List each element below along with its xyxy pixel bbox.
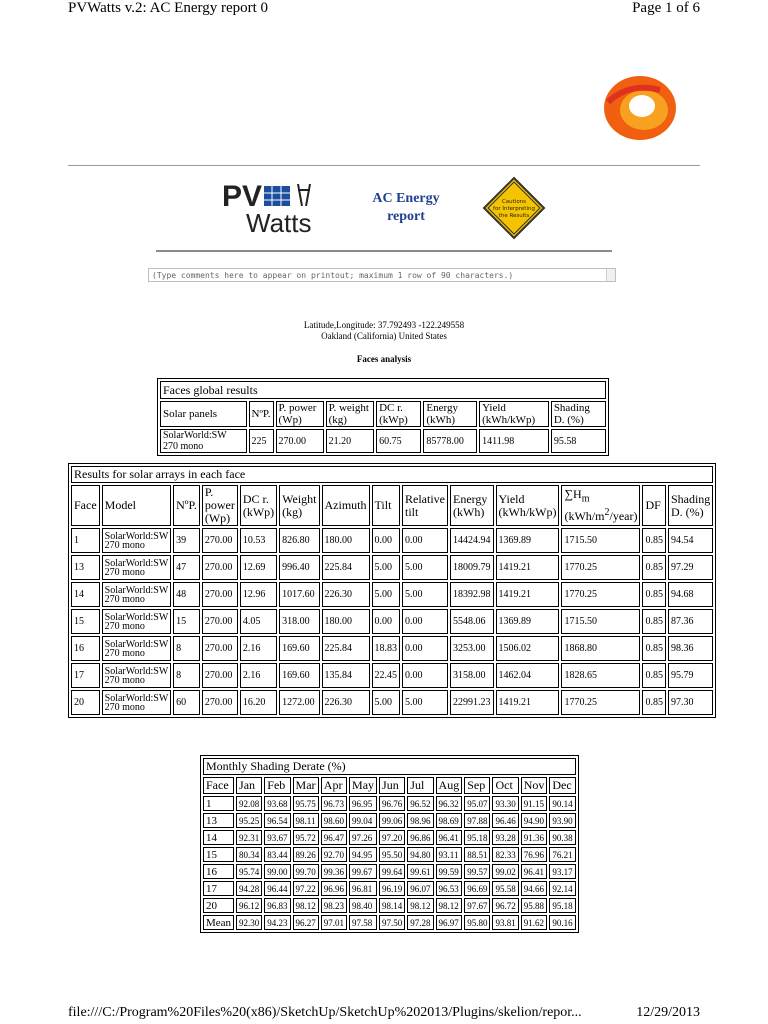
table-cell: 16 <box>71 636 100 661</box>
table-cell: 88.51 <box>464 847 490 862</box>
table-cell: 96.95 <box>349 796 377 811</box>
table-cell: 97.22 <box>293 881 319 896</box>
table-cell: 16.20 <box>240 690 277 715</box>
header-cell: Jul <box>407 777 433 794</box>
comments-placeholder: (Type comments here to appear on printout; maximum 1 row of 90 characters.) <box>152 271 514 280</box>
table-row <box>71 690 713 715</box>
header-cell: P. power (Wp) <box>276 401 324 427</box>
table-cell: 94.95 <box>349 847 377 862</box>
table-cell: 98.96 <box>407 813 433 828</box>
table-cell: 98.12 <box>436 898 463 913</box>
table-cell: 226.30 <box>322 582 370 607</box>
table-cell: 98.40 <box>349 898 377 913</box>
table-cell: 20 <box>71 690 100 715</box>
table-cell: 0.00 <box>402 636 448 661</box>
table-cell: 225.84 <box>322 555 370 580</box>
table-cell: 95.88 <box>521 898 548 913</box>
table-cell: 2.16 <box>240 636 277 661</box>
header-cell: Face <box>203 777 234 794</box>
table-cell: 97.26 <box>349 830 377 845</box>
table-cell: 1411.98 <box>479 429 549 453</box>
table-cell: 96.83 <box>264 898 290 913</box>
table-cell: 90.16 <box>549 915 575 930</box>
header-cell: NºP. <box>173 485 200 526</box>
table-cell: 96.19 <box>379 881 405 896</box>
table-cell: 270.00 <box>202 636 238 661</box>
svg-text:Cautions: Cautions <box>501 199 527 205</box>
table-cell: 97.28 <box>407 915 433 930</box>
table-cell: 3253.00 <box>450 636 494 661</box>
table-cell: 96.73 <box>321 796 347 811</box>
file-path: file:///C:/Program%20Files%20(x86)/SketchUp/SketchUp%202013/Plugins/skelion/repor... <box>68 1005 582 1020</box>
table-cell: 0.00 <box>372 609 401 634</box>
table-cell: 92.70 <box>321 847 347 862</box>
header-cell: Jun <box>379 777 405 794</box>
table-cell: 94.28 <box>236 881 262 896</box>
document-title: PVWatts v.2: AC Energy report 0 <box>68 0 269 16</box>
superscript: 2 <box>604 506 610 518</box>
table-cell: 82.33 <box>492 847 518 862</box>
unit-text: (kWh/m <box>564 508 605 523</box>
monthly-shading-table <box>200 755 579 933</box>
table-cell: 96.72 <box>492 898 518 913</box>
table-cell: 96.46 <box>492 813 518 828</box>
table-cell: 95.79 <box>668 663 713 688</box>
table-cell: 270.00 <box>202 609 238 634</box>
header-cell: DC r. (kWp) <box>240 485 277 526</box>
table-cell: 94.80 <box>407 847 433 862</box>
row-label: Mean <box>203 915 234 930</box>
table-cell: 0.85 <box>642 663 666 688</box>
table-cell: 95.18 <box>464 830 490 845</box>
table-cell: 270.00 <box>202 663 238 688</box>
table-cell: 270.00 <box>202 582 238 607</box>
table-cell: 0.00 <box>402 528 448 553</box>
table-cell: 99.04 <box>349 813 377 828</box>
table-cell: 95.58 <box>492 881 518 896</box>
table-cell: 5.00 <box>372 582 401 607</box>
header-cell: Yield (kWh/kWp) <box>496 485 560 526</box>
table-cell: 169.60 <box>279 636 319 661</box>
table-row <box>71 555 713 580</box>
header-cell: Tilt <box>372 485 401 526</box>
table-cell: 96.32 <box>436 796 463 811</box>
model-cell: SolarWorld:SW 270 mono <box>102 609 171 634</box>
table-cell: 95.74 <box>236 864 262 879</box>
table-cell: 95.18 <box>549 898 575 913</box>
table-cell: 95.72 <box>293 830 319 845</box>
table-cell: 99.00 <box>264 864 290 879</box>
row-label: 16 <box>203 864 234 879</box>
svg-text:PV: PV <box>222 180 263 213</box>
table-cell: 1715.50 <box>561 609 640 634</box>
table-cell: 99.06 <box>379 813 405 828</box>
table-cell: 18392.98 <box>450 582 494 607</box>
top-divider <box>68 165 700 166</box>
sum-symbol: ∑H <box>564 487 582 502</box>
table-cell: 98.11 <box>293 813 319 828</box>
table-cell: 83.44 <box>264 847 290 862</box>
middle-divider <box>156 250 612 252</box>
table-cell: 96.44 <box>264 881 290 896</box>
model-cell: SolarWorld:SW 270 mono <box>102 690 171 715</box>
table-cell: 94.90 <box>521 813 548 828</box>
table-cell: 225 <box>249 429 274 453</box>
header-cell: P. weight (kg) <box>326 401 375 427</box>
table-cell: 96.86 <box>407 830 433 845</box>
table-cell: 1770.25 <box>561 690 640 715</box>
table-cell: 1272.00 <box>279 690 319 715</box>
table-cell: 93.30 <box>492 796 518 811</box>
table-cell: 12.69 <box>240 555 277 580</box>
location-name: Oakland (California) United States <box>321 331 447 341</box>
table-cell: 89.26 <box>293 847 319 862</box>
table-row <box>203 881 576 896</box>
header-cell: Jan <box>236 777 262 794</box>
header-cell: NºP. <box>249 401 274 427</box>
row-label: 20 <box>203 898 234 913</box>
header-cell: Energy (kWh) <box>423 401 477 427</box>
table-cell: 0.85 <box>642 582 666 607</box>
table-row <box>203 813 576 828</box>
header-cell: Solar panels <box>160 401 247 427</box>
coordinates: Latitude,Longitude: 37.792493 -122.249558 <box>303 320 465 330</box>
table-cell: 97.01 <box>321 915 347 930</box>
table-cell: 826.80 <box>279 528 319 553</box>
table-cell: 3158.00 <box>450 663 494 688</box>
table-cell: 91.36 <box>521 830 548 845</box>
table-row <box>203 915 576 930</box>
table-cell: 96.97 <box>436 915 463 930</box>
table-cell: 97.58 <box>349 915 377 930</box>
model-cell: SolarWorld:SW 270 mono <box>102 555 171 580</box>
subscript: m <box>581 493 590 505</box>
header-cell: P. power (Wp) <box>202 485 238 526</box>
table-cell: 99.64 <box>379 864 405 879</box>
table-cell: 96.52 <box>407 796 433 811</box>
table-cell: 95.50 <box>379 847 405 862</box>
table-cell: 5.00 <box>402 582 448 607</box>
table-cell: 10.53 <box>240 528 277 553</box>
svg-text:the Results: the Results <box>498 213 530 219</box>
table-cell: 98.12 <box>293 898 319 913</box>
table-cell: 225.84 <box>322 636 370 661</box>
header-row <box>203 777 576 794</box>
table-cell: 1419.21 <box>496 582 560 607</box>
header-cell: DC r. (kWp) <box>376 401 421 427</box>
table-cell: 97.67 <box>464 898 490 913</box>
model-cell: SolarWorld:SW 270 mono <box>102 582 171 607</box>
table-cell: 318.00 <box>279 609 319 634</box>
table-cell: 270.00 <box>276 429 324 453</box>
table-cell: 1828.65 <box>561 663 640 688</box>
header-cell: Yield (kWh/kWp) <box>479 401 549 427</box>
table-cell: 98.23 <box>321 898 347 913</box>
table-cell: 91.62 <box>521 915 548 930</box>
table-cell: 15 <box>173 609 200 634</box>
table-cell: 92.31 <box>236 830 262 845</box>
comments-input[interactable] <box>148 268 616 282</box>
global-results-table <box>157 378 609 456</box>
table-cell: 8 <box>173 663 200 688</box>
row-label: 17 <box>203 881 234 896</box>
section-heading: Faces analysis <box>356 354 412 364</box>
table-cell: 94.66 <box>521 881 548 896</box>
table-cell: 96.69 <box>464 881 490 896</box>
table-cell: 96.41 <box>436 830 463 845</box>
row-label: 15 <box>203 847 234 862</box>
header-cell: Face <box>71 485 100 526</box>
table-row <box>71 528 713 553</box>
table-cell: 93.68 <box>264 796 290 811</box>
header-cell: Weight (kg) <box>279 485 319 526</box>
header-cell: Mar <box>293 777 319 794</box>
table-row <box>71 636 713 661</box>
table-cell: 90.14 <box>549 796 575 811</box>
table-cell: 2.16 <box>240 663 277 688</box>
table-cell: 270.00 <box>202 528 238 553</box>
header-cell-irradiation <box>561 485 640 526</box>
report-title: AC Energy report <box>372 191 440 224</box>
table-cell: 97.88 <box>464 813 490 828</box>
table-cell: 4.05 <box>240 609 277 634</box>
table-cell: 98.60 <box>321 813 347 828</box>
print-date: 12/29/2013 <box>636 1005 700 1020</box>
table-cell: 85778.00 <box>423 429 477 453</box>
header-cell: Feb <box>264 777 290 794</box>
table-cell: 96.81 <box>349 881 377 896</box>
table-cell: 97.20 <box>379 830 405 845</box>
table-row <box>203 830 576 845</box>
table-cell: 270.00 <box>202 690 238 715</box>
table-cell: 5548.06 <box>450 609 494 634</box>
table-cell: 1770.25 <box>561 555 640 580</box>
table-cell: SolarWorld:SW 270 mono <box>160 429 247 453</box>
table-cell: 15 <box>71 609 100 634</box>
table-cell: 96.76 <box>379 796 405 811</box>
table-cell: 180.00 <box>322 528 370 553</box>
header-cell: Shading D. (%) <box>551 401 606 427</box>
table-cell: 98.69 <box>436 813 463 828</box>
header-cell: DF <box>642 485 666 526</box>
table-cell: 18009.79 <box>450 555 494 580</box>
table-cell: 0.85 <box>642 636 666 661</box>
table-cell: 99.02 <box>492 864 518 879</box>
table-cell: 47 <box>173 555 200 580</box>
table-cell: 996.40 <box>279 555 319 580</box>
table-cell: 93.17 <box>549 864 575 879</box>
header-cell: Model <box>102 485 171 526</box>
table-cell: 93.81 <box>492 915 518 930</box>
table-cell: 95.80 <box>464 915 490 930</box>
table-cell: 48 <box>173 582 200 607</box>
table-cell: 1017.60 <box>279 582 319 607</box>
header-cell: May <box>349 777 377 794</box>
table-cell: 93.67 <box>264 830 290 845</box>
table-row <box>203 847 576 862</box>
table-cell: 180.00 <box>322 609 370 634</box>
table-cell: 95.07 <box>464 796 490 811</box>
table-cell: 1369.89 <box>496 528 560 553</box>
table-cell: 92.14 <box>549 881 575 896</box>
header-cell: Shading D. (%) <box>668 485 713 526</box>
table-row <box>71 582 713 607</box>
table-caption: Results for solar arrays in each face <box>71 466 713 483</box>
table-cell: 1419.21 <box>496 690 560 715</box>
table-cell: 99.70 <box>293 864 319 879</box>
table-cell: 169.60 <box>279 663 319 688</box>
table-cell: 87.36 <box>668 609 713 634</box>
model-cell: SolarWorld:SW 270 mono <box>102 663 171 688</box>
table-cell: 99.67 <box>349 864 377 879</box>
table-cell: 14 <box>71 582 100 607</box>
table-cell: 91.15 <box>521 796 548 811</box>
table-cell: 98.36 <box>668 636 713 661</box>
table-cell: 90.38 <box>549 830 575 845</box>
table-cell: 13 <box>71 555 100 580</box>
table-cell: 94.54 <box>668 528 713 553</box>
header-cell: Energy (kWh) <box>450 485 494 526</box>
table-cell: 80.34 <box>236 847 262 862</box>
table-cell: 96.27 <box>293 915 319 930</box>
table-cell: 76.21 <box>549 847 575 862</box>
row-label: 13 <box>203 813 234 828</box>
table-cell: 226.30 <box>322 690 370 715</box>
table-cell: 8 <box>173 636 200 661</box>
table-cell: 39 <box>173 528 200 553</box>
table-cell: 94.23 <box>264 915 290 930</box>
table-cell: 5.00 <box>402 690 448 715</box>
table-cell: 97.30 <box>668 690 713 715</box>
table-cell: 96.53 <box>436 881 463 896</box>
row-label: 14 <box>203 830 234 845</box>
model-cell: SolarWorld:SW 270 mono <box>102 528 171 553</box>
table-cell: 0.85 <box>642 555 666 580</box>
table-cell: 1868.80 <box>561 636 640 661</box>
page-number: Page 1 of 6 <box>632 0 700 16</box>
table-cell: 21.20 <box>326 429 375 453</box>
table-row <box>203 796 576 811</box>
table-cell: 135.84 <box>322 663 370 688</box>
table-cell: 95.25 <box>236 813 262 828</box>
table-caption: Monthly Shading Derate (%) <box>203 758 576 775</box>
table-cell: 96.07 <box>407 881 433 896</box>
unit-text: /year) <box>609 508 638 523</box>
svg-text:for Interpreting: for Interpreting <box>493 206 535 212</box>
scrollbar[interactable] <box>606 269 615 281</box>
table-cell: 1369.89 <box>496 609 560 634</box>
table-cell: 96.47 <box>321 830 347 845</box>
arrays-results-table <box>68 463 716 718</box>
table-cell: 93.11 <box>436 847 463 862</box>
svg-text:Watts: Watts <box>246 208 312 234</box>
table-cell: 96.96 <box>321 881 347 896</box>
table-cell: 1506.02 <box>496 636 560 661</box>
header-cell: Apr <box>321 777 347 794</box>
caution-sign-icon <box>482 176 546 240</box>
table-cell: 99.59 <box>436 864 463 879</box>
table-cell: 14424.94 <box>450 528 494 553</box>
table-cell: 0.85 <box>642 609 666 634</box>
table-cell: 1770.25 <box>561 582 640 607</box>
table-cell: 96.54 <box>264 813 290 828</box>
pvwatts-logo-icon <box>220 180 330 234</box>
table-cell: 0.85 <box>642 528 666 553</box>
table-cell: 60 <box>173 690 200 715</box>
model-cell: SolarWorld:SW 270 mono <box>102 636 171 661</box>
table-cell: 22991.23 <box>450 690 494 715</box>
table-cell: 0.00 <box>402 609 448 634</box>
table-cell: 95.75 <box>293 796 319 811</box>
table-cell: 94.68 <box>668 582 713 607</box>
header-cell: Relative tilt <box>402 485 448 526</box>
table-cell: 0.00 <box>372 528 401 553</box>
table-cell: 1462.04 <box>496 663 560 688</box>
table-cell: 96.41 <box>521 864 548 879</box>
header-cell: Oct <box>492 777 518 794</box>
header-cell: Dec <box>549 777 575 794</box>
table-cell: 1 <box>71 528 100 553</box>
table-cell: 93.28 <box>492 830 518 845</box>
header-cell: Azimuth <box>322 485 370 526</box>
table-cell: 92.30 <box>236 915 262 930</box>
row-label: 1 <box>203 796 234 811</box>
table-cell: 5.00 <box>372 690 401 715</box>
table-cell: 92.08 <box>236 796 262 811</box>
table-row <box>203 864 576 879</box>
table-cell: 93.90 <box>549 813 575 828</box>
header-cell: Nov <box>521 777 548 794</box>
header-cell: Sep <box>464 777 490 794</box>
table-cell: 18.83 <box>372 636 401 661</box>
table-cell: 60.75 <box>376 429 421 453</box>
table-cell: 99.61 <box>407 864 433 879</box>
table-cell: 270.00 <box>202 555 238 580</box>
table-cell: 95.58 <box>551 429 606 453</box>
table-cell: 5.00 <box>402 555 448 580</box>
table-cell: 99.36 <box>321 864 347 879</box>
table-cell: 0.00 <box>402 663 448 688</box>
table-cell: 5.00 <box>372 555 401 580</box>
table-cell: 0.85 <box>642 690 666 715</box>
table-cell: 98.12 <box>407 898 433 913</box>
table-cell: 22.45 <box>372 663 401 688</box>
table-caption: Faces global results <box>160 381 606 399</box>
table-cell: 1419.21 <box>496 555 560 580</box>
table-cell: 1715.50 <box>561 528 640 553</box>
table-row <box>71 663 713 688</box>
table-row <box>203 898 576 913</box>
table-cell: 96.12 <box>236 898 262 913</box>
table-cell: 17 <box>71 663 100 688</box>
table-cell: 76.96 <box>521 847 548 862</box>
table-cell: 98.14 <box>379 898 405 913</box>
table-cell: 12.96 <box>240 582 277 607</box>
table-cell: 97.50 <box>379 915 405 930</box>
brand-logo-icon <box>600 72 680 144</box>
table-row <box>71 609 713 634</box>
table-cell: 97.29 <box>668 555 713 580</box>
table-cell: 99.57 <box>464 864 490 879</box>
header-cell: Aug <box>436 777 463 794</box>
